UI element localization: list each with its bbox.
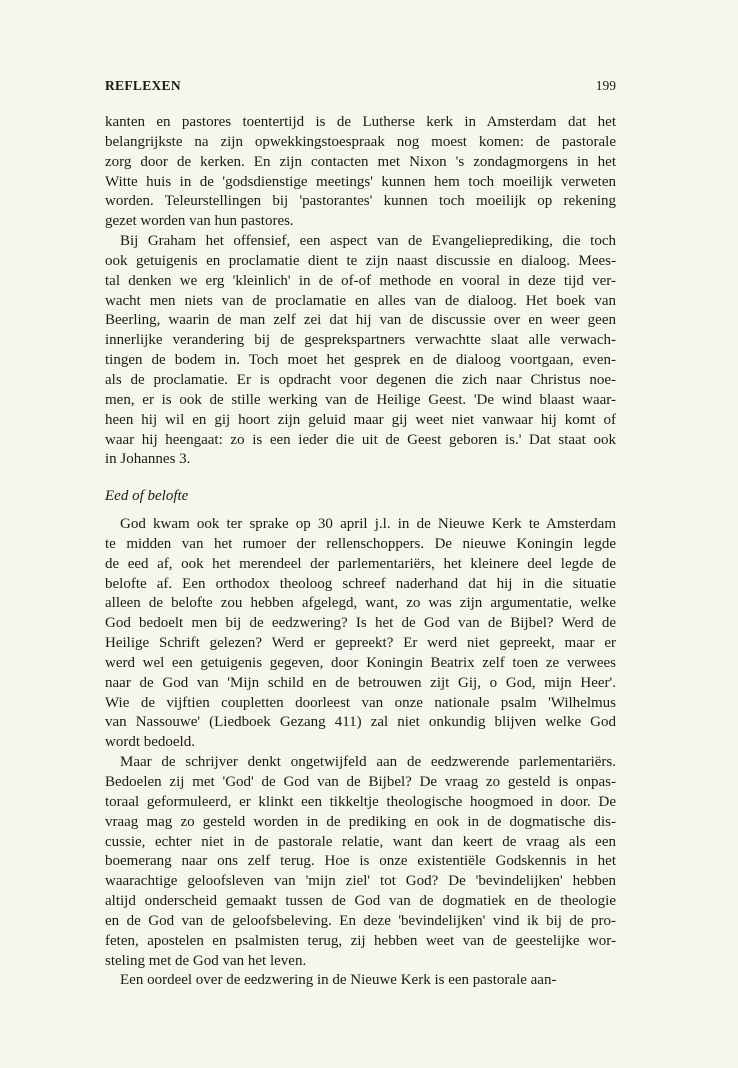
text-line: Heilige Schrift gelezen? Werd er gepreekt? Er werd niet gepreekt, maar er bbox=[105, 635, 616, 652]
text-line: Wie de vijftien coupletten doorleest van onze nationale psalm 'Wilhelmus bbox=[105, 694, 616, 711]
text-line: en de God van de geloofsbeleving. En deze 'bevindelijken' vind ik bij de pro- bbox=[105, 912, 616, 929]
text-line: cussie, echter niet in de pastorale relatie, want dan keert de vraag als een bbox=[105, 833, 616, 850]
text-line: kanten en pastores toentertijd is de Lutherse kerk in Amsterdam dat het bbox=[105, 114, 616, 130]
text-line: boemerang naar ons zelf terug. Hoe is onze existentiële Godskennis in het bbox=[105, 853, 616, 870]
page-header bbox=[105, 78, 616, 98]
text-line: alleen de belofte zou hebben afgelegd, want, zo was zijn argumentatie, welke bbox=[105, 595, 616, 612]
section-heading: Eed of belofte bbox=[105, 488, 189, 505]
text-line: gezet worden van hun pastores. bbox=[105, 213, 294, 230]
text-line: ook getuigenis en proclamatie dient te zijn naast discussie en dialoog. Mees- bbox=[105, 252, 616, 269]
paragraph bbox=[105, 232, 616, 470]
text-line: van Nassouwe' (Liedboek Gezang 411) zal niet onkundig blijven welke God bbox=[105, 714, 616, 731]
paragraph bbox=[105, 971, 616, 991]
paragraph bbox=[105, 753, 616, 971]
text-line: wordt bedoeld. bbox=[105, 734, 195, 751]
text-line: naar de God van 'Mijn schild en de betrouwen zijt Gij, o God, mijn Heer'. bbox=[105, 674, 616, 691]
text-line: Beerling, waarin de man zelf zei dat hij van de discussie over en weer geen bbox=[105, 312, 616, 329]
text-line: wacht men niets van de proclamatie en alles van de dialoog. Het boek van bbox=[105, 292, 616, 309]
text-line: Witte huis in de 'godsdienstige meetings' kunnen hem toch moeilijk verweten bbox=[105, 173, 616, 190]
text-line: waarachtige geloofsleven van 'mijn ziel' tot God? De 'bevindelijken' hebben bbox=[105, 873, 616, 890]
text-line: toraal geformuleerd, er klinkt een tikkeltje theologische hoogmoed in door. De bbox=[105, 793, 616, 810]
text-line: steling met de God van het leven. bbox=[105, 952, 307, 969]
text-line: Een oordeel over de eedzwering in de Nieuwe Kerk is een pastorale aan- bbox=[120, 972, 557, 989]
text-line: te midden van het rumoer der rellenschoppers. De nieuwe Koningin legde bbox=[105, 535, 616, 552]
running-title: REFLEXEN bbox=[105, 78, 181, 93]
text-line: belofte af. Een orthodox theoloog schreef naderhand dat hij in die situatie bbox=[105, 575, 616, 592]
text-line: God bedoelt men bij de eedzwering? Is het de God van de Bijbel? Werd de bbox=[105, 615, 616, 632]
text-line: feten, apostelen en psalmisten terug, zij hebben weet van de geestelijke wor- bbox=[105, 932, 616, 949]
text-line: God kwam ook ter sprake op 30 april j.l. in de Nieuwe Kerk te Amsterdam bbox=[120, 516, 616, 533]
paragraph bbox=[105, 515, 616, 753]
text-line: vraag mag zo gesteld worden in de prediking en ook in de dogmatische dis- bbox=[105, 813, 616, 830]
text-line: de eed af, ook het merendeel der parlementariërs, het kleinere deel legde de bbox=[105, 555, 616, 572]
page-number: 199 bbox=[595, 78, 616, 93]
text-line: innerlijke verandering bij de gesprekspartners verwachtte slaat alle verwach- bbox=[105, 332, 616, 349]
text-line: waar hij heengaat: zo is een ieder die uit de Geest geboren is.' Dat staat ook bbox=[105, 431, 616, 448]
text-line: men, er is ook de stille werking van de Heilige Geest. 'De wind blaast waar- bbox=[105, 391, 616, 408]
text-line: Maar de schrijver denkt ongetwijfeld aan de eedzwerende parlementariërs. bbox=[120, 754, 616, 771]
body-text bbox=[105, 113, 616, 991]
text-line: Bedoelen zij met 'God' de God van de Bijbel? De vraag zo gesteld is onpas- bbox=[105, 774, 616, 790]
text-line: Bij Graham het offensief, een aspect van de Evangelieprediking, die toch bbox=[120, 233, 616, 250]
text-line: zorg door de kerken. En zijn contacten met Nixon 's zondagmorgens in het bbox=[105, 153, 616, 170]
text-line: worden. Teleurstellingen bij 'pastorantes' kunnen toch moeilijk op rekening bbox=[105, 193, 616, 210]
text-line: als de proclamatie. Er is opdracht voor degenen die zich naar Christus noe- bbox=[105, 371, 616, 388]
text-line: altijd onderscheid gemaakt tussen de God van de dogmatiek en de theologie bbox=[105, 893, 616, 910]
text-line: in Johannes 3. bbox=[105, 451, 191, 468]
text-line: belangrijkste na zijn opwekkingstoespraak nog moest komen: de pastorale bbox=[105, 133, 616, 150]
text-line: werd wel een getuigenis gegeven, door Koningin Beatrix zelf toen ze verwees bbox=[105, 654, 616, 671]
text-line: heen hij wil en gij hoort zijn geluid maar gij weet niet vanwaar hij komt of bbox=[105, 411, 616, 428]
text-line: tal denken we erg 'kleinlich' in de of-of methode en vooral in deze tijd ver- bbox=[105, 272, 616, 289]
paragraph bbox=[105, 113, 616, 232]
text-line: tingen de bodem in. Toch moet het gesprek en de dialoog voortgaan, even- bbox=[105, 352, 616, 369]
